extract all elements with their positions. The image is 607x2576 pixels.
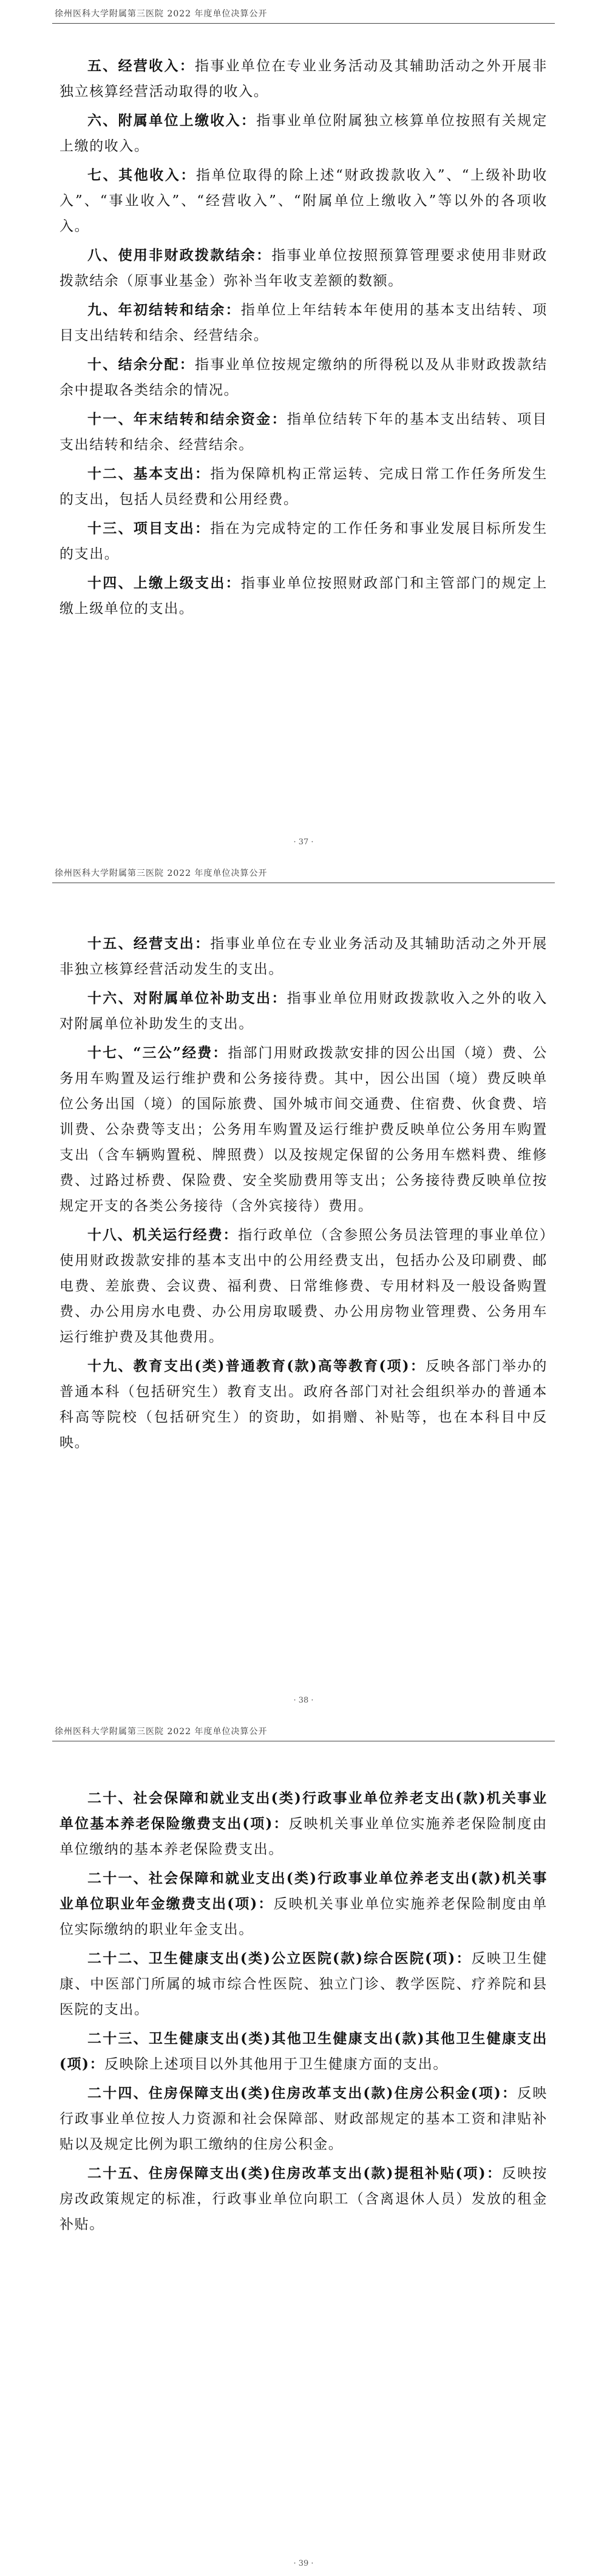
page-number: · 37 · <box>293 838 314 847</box>
paragraph <box>59 2026 548 2077</box>
term: 十五、经营支出： <box>87 935 211 952</box>
definition: 指事业单位按照财政部门和主管部门的规定上缴上级单位的支出。 <box>59 575 548 617</box>
page-number: · 39 · <box>293 2559 314 2568</box>
definition: 反映卫生健康、中医部门所属的城市综合性医院、独立门诊、教学医院、疗养院和县医院的支出。 <box>59 1951 548 2018</box>
term: 八、使用非财政拨款结余： <box>87 247 272 263</box>
definition: 反映行政事业单位按人力资源和社会保障部、财政部规定的基本工资和津贴补贴以及规定比例为职工缴纳的住房公积金。 <box>59 2086 548 2152</box>
page-header: 徐州医科大学附属第三医院 2022 年度单位决算公开 <box>55 9 268 19</box>
definition: 反映机关事业单位实施养老保险制度由单位实际缴纳的职业年金支出。 <box>59 1896 548 1937</box>
paragraph <box>59 53 548 104</box>
paragraph <box>59 352 548 403</box>
term: 十九、教育支出(类)普通教育(款)高等教育(项)： <box>87 1358 426 1374</box>
paragraph <box>59 1946 548 2022</box>
definition: 指事业单位附属独立核算单位按照有关规定上缴的收入。 <box>59 113 548 154</box>
paragraph <box>59 243 548 294</box>
definition: 指事业单位用财政拨款收入之外的收入对附属单位补助发生的支出。 <box>59 991 548 1032</box>
paragraph <box>59 516 548 567</box>
definition: 指单位上年结转本年使用的基本支出结转、项目支出结转和结余、经营结余。 <box>59 302 548 344</box>
paragraph <box>59 2081 548 2157</box>
term: 二十三、卫生健康支出(类)其他卫生健康支出(款)其他卫生健康支出(项)： <box>59 2030 548 2072</box>
page-header: 徐州医科大学附属第三医院 2022 年度单位决算公开 <box>55 1727 268 1737</box>
paragraph <box>59 986 548 1037</box>
paragraph <box>59 163 548 239</box>
document-page-39 <box>0 1718 607 2576</box>
paragraph <box>59 407 548 458</box>
term: 十八、机关运行经费： <box>87 1227 239 1243</box>
term: 二十二、卫生健康支出(类)公立医院(款)综合医院(项)： <box>87 1950 472 1967</box>
page-body <box>59 931 548 1459</box>
definition: 反映各部门举办的普通本科（包括研究生）教育支出。政府各部门对社会组织举办的普通本科高等院校（包括研究生）的资助，如捐赠、补贴等，也在本科目中反映。 <box>59 1358 548 1451</box>
definition: 反映机关事业单位实施养老保险制度由单位缴纳的基本养老保险费支出。 <box>59 1816 548 1857</box>
definition: 指单位取得的除上述“财政拨款收入”、“上级补助收入”、“事业收入”、“经营收入”、“附属单位上缴收入”等以外的各项收入。 <box>59 168 548 234</box>
paragraph <box>59 1866 548 1942</box>
page-header: 徐州医科大学附属第三医院 2022 年度单位决算公开 <box>55 869 268 878</box>
document-page-38 <box>0 859 607 1718</box>
page-body <box>59 53 548 625</box>
term: 二十五、住房保障支出(类)住房改革支出(款)提租补贴(项)： <box>87 2165 503 2181</box>
paragraph <box>59 1354 548 1456</box>
term: 二十、社会保障和就业支出(类)行政事业单位养老支出(款)机关事业单位基本养老保险缴费支出(项)： <box>59 1790 548 1832</box>
term: 十三、项目支出： <box>87 520 211 537</box>
page-number: · 38 · <box>293 1696 314 1705</box>
paragraph <box>59 1786 548 1862</box>
definition: 反映除上述项目以外其他用于卫生健康方面的支出。 <box>104 2056 448 2072</box>
definition: 指事业单位在专业业务活动及其辅助活动之外开展非独立核算经营活动发生的支出。 <box>59 936 548 977</box>
paragraph <box>59 1222 548 1350</box>
document-page-37 <box>0 0 607 859</box>
term: 二十四、住房保障支出(类)住房改革支出(款)住房公积金(项)： <box>87 2085 518 2101</box>
header-rule <box>52 23 555 24</box>
term: 六、附属单位上缴收入： <box>87 112 257 129</box>
term: 十一、年末结转和结余资金： <box>87 411 287 427</box>
paragraph <box>59 2161 548 2237</box>
paragraph <box>59 461 548 512</box>
definition: 指部门用财政拨款安排的因公出国（境）费、公务用车购置及运行维护费和公务接待费。其中，因公出国（境）费反映单位公务出国（境）的国际旅费、国外城市间交通费、住宿费、伙食费、培训费、公杂费等支出；公务用车购置及运行维护费反映单位公务用车购置支出（含车辆购置税、牌照费）以及按规定保留的公务用车燃料费、维修费、过路过桥费、保险费、安全奖励费用等支出；公务接待费反映单位按规定开支的各类公务接待（含外宾接待）费用。 <box>59 1045 548 1214</box>
term: 十、结余分配： <box>87 356 195 373</box>
term: 十七、“三公”经费： <box>87 1045 228 1061</box>
term: 七、其他收入： <box>87 167 196 183</box>
term: 九、年初结转和结余： <box>87 302 241 318</box>
definition: 指在为完成特定的工作任务和事业发展目标所发生的支出。 <box>59 521 548 562</box>
paragraph <box>59 571 548 622</box>
term: 十二、基本支出： <box>87 466 211 482</box>
definition: 指事业单位按照预算管理要求使用非财政拨款结余（原事业基金）弥补当年收支差额的数额。 <box>59 248 548 289</box>
definition: 反映按房改政策规定的标准，行政事业单位向职工（含离退休人员）发放的租金补贴。 <box>59 2166 548 2232</box>
paragraph <box>59 931 548 982</box>
definition: 指事业单位按规定缴纳的所得税以及从非财政拨款结余中提取各类结余的情况。 <box>59 357 548 398</box>
definition: 指单位结转下年的基本支出结转、项目支出结转和结余、经营结余。 <box>59 412 548 453</box>
term: 二十一、社会保障和就业支出(类)行政事业单位养老支出(款)机关事业单位职业年金缴费支出(项)： <box>59 1870 548 1912</box>
paragraph <box>59 108 548 159</box>
page-body <box>59 1786 548 2241</box>
definition: 指为保障机构正常运转、完成日常工作任务所发生的支出，包括人员经费和公用经费。 <box>59 466 548 507</box>
definition: 指行政单位（含参照公务员法管理的事业单位）使用财政拨款安排的基本支出中的公用经费支出，包括办公及印刷费、邮电费、差旅费、会议费、福利费、日常维修费、专用材料及一般设备购置费、办公用房水电费、办公用房取暖费、办公用房物业管理费、公务用车运行维护费及其他费用。 <box>59 1227 548 1345</box>
term: 十四、上缴上级支出： <box>87 575 241 591</box>
paragraph <box>59 1040 548 1219</box>
paragraph <box>59 297 548 348</box>
term: 十六、对附属单位补助支出： <box>87 990 287 1006</box>
term: 五、经营收入： <box>87 58 195 74</box>
definition: 指事业单位在专业业务活动及其辅助活动之外开展非独立核算经营活动取得的收入。 <box>59 58 548 100</box>
